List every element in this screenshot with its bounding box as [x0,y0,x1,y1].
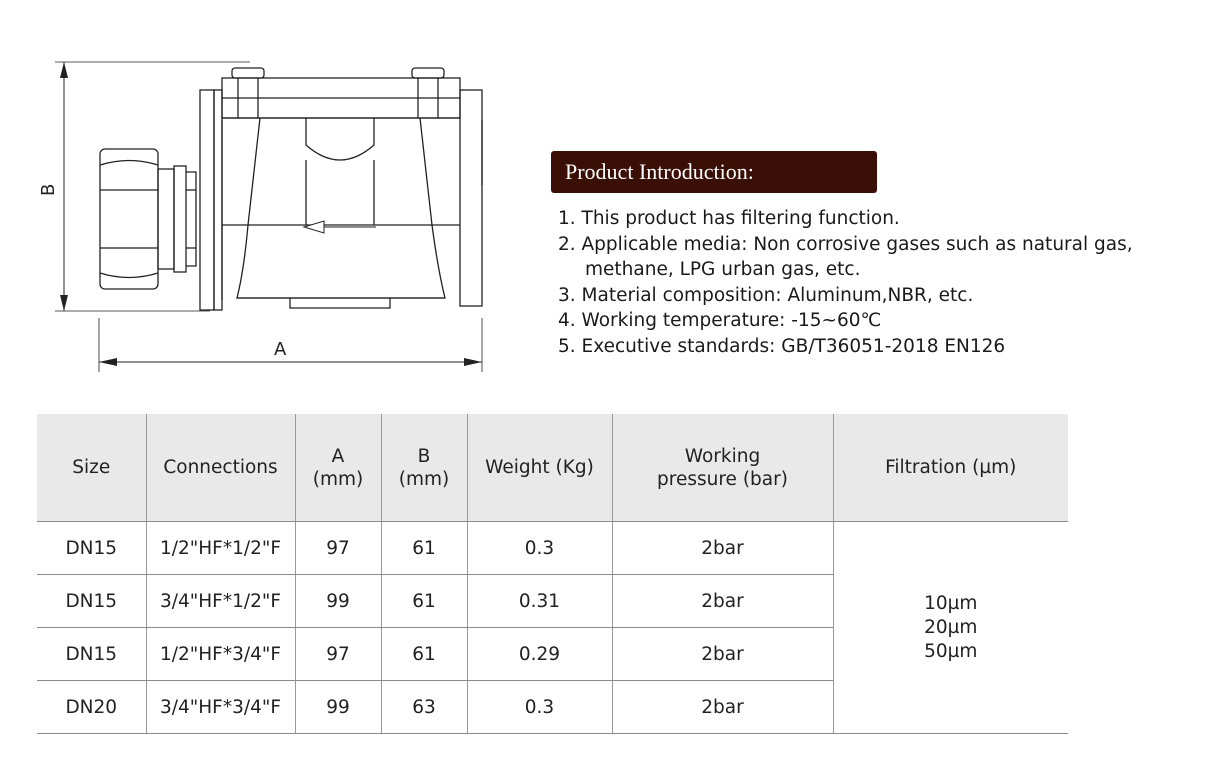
header-filtration: Filtration (µm) [833,414,1068,522]
hex-nut [100,149,196,289]
header-size: Size [37,414,146,522]
spec-table [37,414,1068,734]
intro-item: 4. Working temperature: -15~60℃ [558,310,882,331]
header-pressure-line1: Working [684,445,761,467]
dimension-a [99,318,482,372]
intro-item: methane, LPG urban gas, etc. [585,259,861,280]
cell-a: 97 [295,522,381,575]
dimension-a-label: A [274,339,287,360]
cell-pressure: 2bar [612,681,833,734]
cell-b: 61 [381,575,467,628]
cell-pressure: 2bar [612,575,833,628]
cell-b: 61 [381,522,467,575]
cell-size: DN15 [37,628,146,681]
dimension-b-label: B [38,183,59,196]
table-header-row [37,414,1068,522]
cell-size: DN20 [37,681,146,734]
header-connections: Connections [146,414,295,522]
intro-title: Product Introduction: [551,151,877,193]
header-b [381,414,467,522]
body-chamber [222,118,460,308]
table-row [37,522,1068,575]
cell-b: 63 [381,681,467,734]
intro-item: 3. Material composition: Aluminum,NBR, etc. [558,284,974,306]
filtration-value: 20µm [924,616,978,638]
header-b-line2: (mm) [398,468,450,490]
cell-a: 99 [295,681,381,734]
intro-list [558,206,1133,359]
header-a-line2: (mm) [312,468,364,490]
intro-item: 2. Applicable media: Non corrosive gases such as natural gas, [558,233,1133,255]
filtration-value: 10µm [924,592,978,614]
header-a [295,414,381,522]
top-cover [222,68,460,118]
cell-filtration [833,522,1068,734]
filtration-value: 50µm [924,640,978,662]
intro-item: 5. Executive standards: GB/T36051-2018 EN126 [558,335,1006,357]
cell-weight: 0.31 [467,575,612,628]
header-b-line1: B [417,445,431,467]
cell-weight: 0.3 [467,681,612,734]
cell-connections: 3/4"HF*3/4"F [146,681,295,734]
cell-size: DN15 [37,575,146,628]
header-a-line1: A [331,445,345,467]
cell-connections: 1/2"HF*3/4"F [146,628,295,681]
cell-a: 99 [295,575,381,628]
cell-b: 61 [381,628,467,681]
header-weight: Weight (Kg) [467,414,612,522]
header-pressure [612,414,833,522]
cell-size: DN15 [37,522,146,575]
cell-weight: 0.3 [467,522,612,575]
header-pressure-line2: pressure (bar) [657,468,788,490]
cell-pressure: 2bar [612,628,833,681]
cell-connections: 3/4"HF*1/2"F [146,575,295,628]
dimension-b [55,62,250,311]
cell-pressure: 2bar [612,522,833,575]
cell-a: 97 [295,628,381,681]
intro-item: 1. This product has filtering function. [558,208,900,229]
cell-connections: 1/2"HF*1/2"F [146,522,295,575]
flow-arrow-icon [304,221,376,233]
product-technical-drawing [0,0,540,390]
cell-weight: 0.29 [467,628,612,681]
